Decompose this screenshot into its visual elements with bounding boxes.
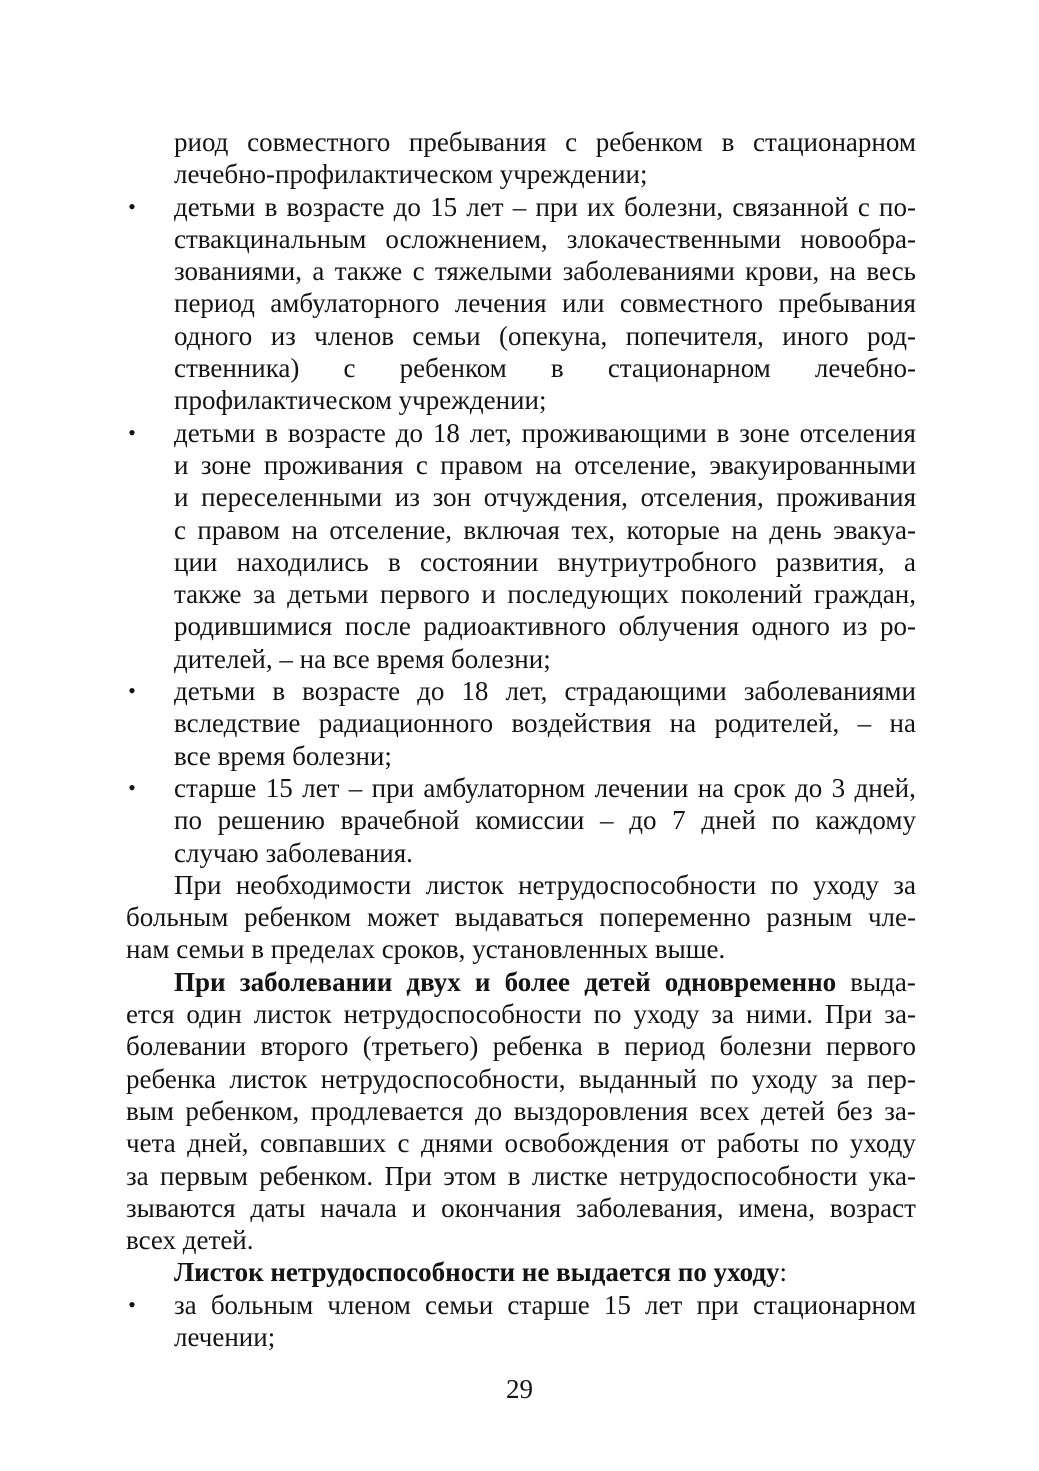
- text-line: все время болезни;: [174, 740, 392, 771]
- text-line: ции находились в состоянии внутриутробного развития, а: [174, 546, 916, 577]
- bullet-item: [126, 417, 916, 675]
- text-line: • детьми в возрасте до 18 лет, страдающими заболеваниями: [126, 675, 916, 707]
- page-body: [126, 126, 916, 1353]
- text-line: вым ребенком, продлевается до выздоровления всех детей без за-: [126, 1095, 916, 1126]
- text-line: ется один листок нетрудоспособности по уходу за ними. При за-: [126, 999, 916, 1030]
- text-line: зованиями, а также с тяжелыми заболеваниями крови, на весь: [174, 256, 916, 287]
- bullet-icon: •: [128, 1291, 136, 1317]
- text-line: ствакцинальным осложнением, злокачественными новообра-: [174, 223, 916, 254]
- text-line: • детьми в возрасте до 15 лет – при их болезни, связанной с по-: [126, 191, 916, 223]
- bullet-icon: •: [128, 193, 136, 219]
- bullet-item: [126, 191, 916, 417]
- text-line: одного из членов семьи (опекуна, попечителя, иного род-: [174, 320, 916, 351]
- text-line: Листок нетрудоспособности не выдается по уходу :: [174, 1257, 787, 1288]
- text-line: и переселенными из зон отчуждения, отселения, проживания: [174, 482, 916, 513]
- continued-text: [126, 126, 916, 191]
- text-line: ственника) с ребенком в стационарном лечебно-: [174, 353, 916, 384]
- text-line: • за больным членом семьи старше 15 лет при стационарном: [126, 1289, 916, 1321]
- text-line: профилактическом учреждении;: [174, 385, 547, 416]
- text-line: больным ребенком может выдаваться попеременно разным чле-: [126, 902, 916, 933]
- bullet-icon: •: [128, 774, 136, 800]
- text-line: по решению врачебной комиссии – до 7 дней по каждому: [174, 805, 916, 836]
- text-line: и зоне проживания с правом на отселение, эвакуированными: [174, 449, 916, 480]
- text-line: • детьми в возрасте до 18 лет, проживающими в зоне отселения: [126, 417, 916, 449]
- page-number: 29: [506, 1374, 533, 1404]
- text-line: вследствие радиационного воздействия на родителей, – на: [174, 708, 916, 739]
- bullet-icon: •: [128, 678, 136, 704]
- text-line: с правом на отселение, включая тех, которые на день эвакуа-: [174, 514, 916, 545]
- text-paragraph: [126, 869, 916, 966]
- text-line: период амбулаторного лечения или совместного пребывания: [174, 288, 916, 319]
- text-line: дителей, – на все время болезни;: [174, 643, 551, 674]
- text-line: родившимися после радиоактивного облучения одного из ро-: [174, 611, 916, 642]
- text-paragraph: [126, 966, 916, 1257]
- bullet-item: [126, 772, 916, 869]
- text-line: чета дней, совпавших с днями освобождения от работы по уходу: [126, 1128, 916, 1159]
- text-line: зываются даты начала и окончания заболевания, имена, возраст: [126, 1192, 916, 1223]
- text-line: болевании второго (третьего) ребенка в период болезни первого: [126, 1031, 916, 1062]
- text-line: При заболевании двух и более детей одновременно выда-: [174, 966, 916, 997]
- text-line: риод совместного пребывания с ребенком в стационарном: [174, 127, 916, 157]
- text-paragraph: [126, 1256, 916, 1288]
- text-line: всех детей.: [126, 1225, 254, 1256]
- text-line: лечении;: [174, 1321, 276, 1352]
- text-line: При необходимости листок нетрудоспособности по уходу за: [174, 869, 916, 900]
- text-line: лечебно-профилактическом учреждении;: [174, 159, 648, 190]
- text-line: случаю заболевания.: [174, 837, 413, 868]
- text-line: ребенка листок нетрудоспособности, выданный по уходу за пер-: [126, 1063, 916, 1094]
- text-line: нам семьи в пределах сроков, установленных выше.: [126, 934, 726, 965]
- text-line: также за детьми первого и последующих поколений граждан,: [174, 579, 916, 610]
- bullet-icon: •: [128, 419, 136, 445]
- text-line: за первым ребенком. При этом в листке нетрудоспособности ука-: [126, 1160, 916, 1191]
- text-line: • старше 15 лет – при амбулаторном лечении на срок до 3 дней,: [126, 772, 916, 804]
- bullet-item: [126, 675, 916, 772]
- bullet-item: [126, 1289, 916, 1354]
